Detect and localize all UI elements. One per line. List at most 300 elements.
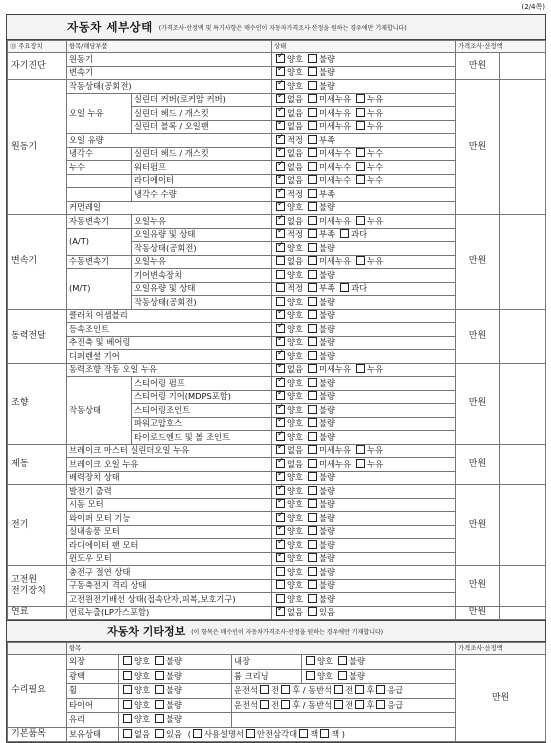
sub-item-label: 실린더 블록 / 오일팬 (132, 120, 272, 134)
checkbox-basic-jack2[interactable] (320, 729, 329, 738)
checkbox-tire-passenger-rear[interactable] (355, 700, 364, 709)
status-checkbox[interactable] (308, 594, 317, 603)
status-checkbox[interactable] (276, 148, 285, 157)
status-option-label: 양호 (287, 202, 304, 213)
status-option-label: 없음 (287, 445, 304, 456)
status-cell (272, 309, 456, 323)
status-option-label: 양호 (287, 499, 304, 510)
sub-item-label: 파워고압호스 (132, 417, 272, 431)
status-checkbox[interactable] (308, 135, 317, 144)
sub-item-label: 냉각수 수량 (132, 188, 272, 202)
status-option-label: 양호 (287, 404, 304, 415)
status-option-label: 적정 (287, 283, 304, 294)
status-checkbox[interactable] (308, 580, 317, 589)
status-option-label: 누유 (367, 445, 384, 456)
status-cell (272, 539, 456, 553)
status-option-label: 양호 (287, 242, 304, 253)
status-checkbox[interactable] (308, 351, 317, 360)
item-label: 실내송풍 모터 (67, 525, 272, 539)
status-checkbox[interactable] (308, 270, 317, 279)
sub-item-label: 기어변속장치 (132, 269, 272, 283)
status-option-label: 누유 (367, 94, 384, 105)
item-label: 구동축전지 격리 상태 (67, 579, 272, 593)
item-label: (M/T) (67, 269, 132, 310)
item-label (67, 188, 132, 202)
status-option-label: 양호 (287, 391, 304, 402)
status-checkbox[interactable] (356, 459, 365, 468)
status-option-label: 불량 (319, 404, 336, 415)
status-cell (272, 552, 456, 566)
status-checkbox[interactable] (308, 175, 317, 184)
status-option-label: 누유 (367, 256, 384, 267)
status-checkbox[interactable] (308, 229, 317, 238)
checkbox-glass-good[interactable] (123, 714, 132, 723)
price-note-cell[interactable] (500, 444, 546, 485)
status-option-label: 부족 (319, 188, 336, 199)
status-option-label: 없음 (287, 161, 304, 172)
status-checkbox[interactable] (308, 121, 317, 130)
checkbox-tire-emergency[interactable] (376, 700, 385, 709)
price-note-cell[interactable] (500, 566, 546, 607)
status-option-label: 미세누유 (319, 458, 352, 469)
status-checkbox[interactable] (340, 229, 349, 238)
header-main-device: ⑬ 주요장치 (8, 41, 67, 53)
status-option-label: 누유 (367, 107, 384, 118)
price-note-cell[interactable] (500, 53, 546, 80)
item-label: 추진축 및 베어링 (67, 336, 272, 350)
status-checkbox[interactable] (276, 391, 285, 400)
status-checkbox[interactable] (308, 540, 317, 549)
status-option-label: 양호 (287, 350, 304, 361)
status-checkbox[interactable] (276, 540, 285, 549)
status-checkbox[interactable] (276, 513, 285, 522)
price-note-cell[interactable] (500, 215, 546, 310)
status-cell (272, 579, 456, 593)
status-cell (272, 201, 456, 215)
status-checkbox[interactable] (276, 378, 285, 387)
status-checkbox[interactable] (276, 310, 285, 319)
checkbox-exterior-good[interactable] (123, 656, 132, 665)
price-cell[interactable]: 만원 (456, 566, 500, 607)
item-label: 커먼레일 (67, 201, 272, 215)
status-option-label: 누유 (367, 364, 384, 375)
status-cell (272, 336, 456, 350)
sub-item-label: 오일유량 및 상태 (132, 282, 272, 296)
status-checkbox[interactable] (276, 54, 285, 63)
checkbox-glass-bad[interactable] (155, 714, 164, 723)
status-option-label: 없음 (287, 121, 304, 132)
item-label: 브레이크 오일 누유 (67, 458, 272, 472)
header-item: 항목/해당부품 (67, 41, 272, 53)
status-checkbox[interactable] (276, 351, 285, 360)
status-checkbox[interactable] (308, 243, 317, 252)
status-cell (272, 282, 456, 296)
checkbox-wheel-passenger-rear[interactable] (355, 685, 364, 694)
status-cell (272, 296, 456, 310)
status-checkbox[interactable] (356, 175, 365, 184)
status-option-label: 불량 (319, 242, 336, 253)
checkbox-wheel-driver-front[interactable] (260, 685, 269, 694)
status-option-label: 불량 (319, 377, 336, 388)
checkbox-basic-have[interactable] (155, 729, 164, 738)
status-option-label: 불량 (319, 499, 336, 510)
etc-row-glass: 유리 양호 불량 (8, 713, 546, 728)
status-checkbox[interactable] (276, 553, 285, 562)
checkbox-wheel-passenger-front[interactable] (334, 685, 343, 694)
etc-label-glass: 유리 (67, 713, 119, 728)
status-checkbox[interactable] (276, 189, 285, 198)
price-cell[interactable]: 만원 (456, 53, 500, 80)
etc-header-price: 가격조사·산정액 (456, 643, 546, 655)
status-checkbox[interactable] (276, 459, 285, 468)
status-option-label: 불량 (319, 566, 336, 577)
status-checkbox[interactable] (276, 445, 285, 454)
status-option-label: 불량 (319, 553, 336, 564)
detail-row (8, 606, 546, 620)
price-note-cell[interactable] (500, 80, 546, 215)
item-label: 클러치 어셈블리 (67, 309, 272, 323)
status-option-label: 불량 (319, 350, 336, 361)
etc-label-holding: 보유상태 (67, 727, 119, 742)
price-cell[interactable]: 만원 (456, 444, 500, 485)
status-checkbox[interactable] (308, 189, 317, 198)
status-option-label: 적정 (287, 229, 304, 240)
sub-item-label: 오일누유 (132, 215, 272, 229)
status-cell (272, 512, 456, 526)
status-checkbox[interactable] (276, 256, 285, 265)
sub-item-label: 스티어링 기어(MDPS포함) (132, 390, 272, 404)
item-label: 와이퍼 모터 기능 (67, 512, 272, 526)
checkbox-exterior-bad[interactable] (155, 656, 164, 665)
status-checkbox[interactable] (308, 202, 317, 211)
status-checkbox[interactable] (276, 580, 285, 589)
status-cell (272, 147, 456, 161)
status-checkbox[interactable] (308, 216, 317, 225)
section-title-etc (7, 620, 545, 642)
status-option-label: 불량 (319, 80, 336, 91)
price-cell[interactable]: 만원 (456, 485, 500, 566)
category-label: 자기진단 (8, 53, 67, 80)
status-checkbox[interactable] (308, 526, 317, 535)
etc-cat-basic: 기본품목 (8, 727, 67, 742)
status-option-label: 양호 (287, 377, 304, 388)
status-cell (272, 323, 456, 337)
status-option-label: 미세누유 (319, 364, 352, 375)
section-note: (이 항목은 매수인이 자동차가격조사·산정을 원하는 경우에만 기재합니다) (191, 628, 384, 636)
status-option-label: 불량 (319, 269, 336, 280)
section-title-text: 자동차 기타정보 (107, 625, 186, 638)
status-option-label: 불량 (319, 337, 336, 348)
status-option-label: 없음 (287, 215, 304, 226)
status-checkbox[interactable] (276, 94, 285, 103)
status-checkbox[interactable] (308, 162, 317, 171)
status-checkbox[interactable] (308, 256, 317, 265)
status-checkbox[interactable] (308, 54, 317, 63)
category-label: 원동기 (8, 80, 67, 215)
status-option-label: 누수 (367, 148, 384, 159)
price-cell[interactable]: 만원 (456, 309, 500, 363)
item-label: 작동상태 (67, 377, 132, 445)
checkbox-gloss-bad[interactable] (155, 671, 164, 680)
status-option-label: 불량 (319, 391, 336, 402)
status-checkbox[interactable] (276, 81, 285, 90)
status-checkbox[interactable] (276, 175, 285, 184)
status-checkbox[interactable] (276, 216, 285, 225)
status-cell (272, 53, 456, 67)
status-checkbox[interactable] (276, 297, 285, 306)
status-option-label: 양호 (287, 53, 304, 64)
status-option-label: 양호 (287, 512, 304, 523)
status-option-label: 불량 (319, 296, 336, 307)
status-cell (272, 107, 456, 121)
checkbox-basic-jack1[interactable] (299, 729, 308, 738)
status-checkbox[interactable] (308, 607, 317, 616)
status-checkbox[interactable] (308, 553, 317, 562)
etc-label-tire: 타이어 (67, 698, 119, 713)
checkbox-interior-bad[interactable] (338, 656, 347, 665)
price-note-cell[interactable] (500, 363, 546, 444)
status-checkbox[interactable] (276, 486, 285, 495)
status-option-label: 미세누수 (319, 175, 352, 186)
status-checkbox[interactable] (276, 499, 285, 508)
status-checkbox[interactable] (308, 148, 317, 157)
price-note-cell[interactable] (500, 309, 546, 363)
checkbox-basic-manual[interactable] (193, 729, 202, 738)
status-checkbox[interactable] (308, 418, 317, 427)
status-option-label: 미세누유 (319, 445, 352, 456)
price-cell[interactable]: 만원 (456, 215, 500, 310)
status-checkbox[interactable] (276, 121, 285, 130)
status-option-label: 부족 (319, 134, 336, 145)
checkbox-tire-passenger-front[interactable] (334, 700, 343, 709)
status-checkbox[interactable] (308, 297, 317, 306)
status-checkbox[interactable] (356, 216, 365, 225)
checkbox-tire-good[interactable] (123, 700, 132, 709)
status-checkbox[interactable] (308, 108, 317, 117)
status-option-label: 없음 (287, 256, 304, 267)
status-checkbox[interactable] (276, 418, 285, 427)
status-checkbox[interactable] (276, 472, 285, 481)
etc-cat-repair: 수리필요 (8, 655, 67, 728)
item-label: 시동 모터 (67, 498, 272, 512)
status-option-label: 미세누유 (319, 215, 352, 226)
status-cell (272, 174, 456, 188)
status-option-label: 미세누유 (319, 94, 352, 105)
status-checkbox[interactable] (276, 229, 285, 238)
item-label: 충전구 절연 상태 (67, 566, 272, 580)
status-checkbox[interactable] (276, 432, 285, 441)
sub-item-label: 실린더 헤드 / 개스킷 (132, 147, 272, 161)
status-checkbox[interactable] (308, 499, 317, 508)
status-checkbox[interactable] (308, 459, 317, 468)
status-checkbox[interactable] (308, 364, 317, 373)
status-checkbox[interactable] (276, 607, 285, 616)
category-label: 조향 (8, 363, 67, 444)
status-option-label: 불량 (319, 580, 336, 591)
status-checkbox[interactable] (276, 594, 285, 603)
price-cell[interactable]: 만원 (456, 606, 500, 620)
status-checkbox[interactable] (276, 162, 285, 171)
etc-row-basic: 기본품목 보유상태 없음 있음 ( 사용설명서 안전삼각대 잭 잭 ) (8, 727, 546, 742)
status-checkbox[interactable] (308, 432, 317, 441)
status-checkbox[interactable] (276, 202, 285, 211)
detail-row (8, 215, 546, 229)
price-note-cell[interactable] (500, 606, 546, 620)
status-checkbox[interactable] (356, 94, 365, 103)
status-option-label: 양호 (287, 296, 304, 307)
checkbox-basic-none[interactable] (123, 729, 132, 738)
etc-row-wheel: 휠 양호 불량 운전석 전 후 / 동반석 전 후 응급 (8, 684, 546, 699)
status-checkbox[interactable] (276, 324, 285, 333)
status-option-label: 양호 (287, 80, 304, 91)
status-option-label: 없음 (287, 94, 304, 105)
section-title-detail (7, 15, 545, 40)
status-checkbox[interactable] (340, 283, 349, 292)
etc-header-item: 항목 (67, 643, 456, 655)
checkbox-tire-driver-front[interactable] (260, 700, 269, 709)
status-cell (272, 242, 456, 256)
status-checkbox[interactable] (276, 337, 285, 346)
status-option-label: 없음 (287, 364, 304, 375)
status-checkbox[interactable] (276, 283, 285, 292)
status-checkbox[interactable] (308, 94, 317, 103)
status-checkbox[interactable] (276, 67, 285, 76)
status-option-label: 누유 (367, 215, 384, 226)
status-checkbox[interactable] (308, 81, 317, 90)
status-checkbox[interactable] (308, 513, 317, 522)
status-checkbox[interactable] (308, 67, 317, 76)
status-cell (272, 593, 456, 607)
status-option-label: 양호 (287, 566, 304, 577)
status-checkbox[interactable] (308, 337, 317, 346)
status-checkbox[interactable] (276, 243, 285, 252)
etc-price-cell[interactable]: 만원 (456, 655, 546, 742)
item-label: 변속기 (67, 66, 272, 80)
status-option-label: 양호 (287, 539, 304, 550)
status-option-label: 양호 (287, 431, 304, 442)
status-option-label: 양호 (287, 593, 304, 604)
status-cell (272, 120, 456, 134)
checkbox-roomclean-bad[interactable] (338, 671, 347, 680)
item-label: 발전기 출력 (67, 485, 272, 499)
status-cell (272, 255, 456, 269)
status-option-label: 누유 (367, 121, 384, 132)
checkbox-wheel-driver-rear[interactable] (281, 685, 290, 694)
sub-item-label: 실린더 헤드 / 개스킷 (132, 107, 272, 121)
status-checkbox[interactable] (308, 567, 317, 576)
item-label: 디퍼렌셜 기어 (67, 350, 272, 364)
status-checkbox[interactable] (308, 445, 317, 454)
checkbox-wheel-good[interactable] (123, 685, 132, 694)
status-option-label: 과다 (351, 229, 368, 240)
category-label: 전기장치 (11, 585, 46, 596)
status-option-label: 불량 (319, 593, 336, 604)
status-cell (272, 417, 456, 431)
status-option-label: 미세누유 (319, 121, 352, 132)
price-cell[interactable]: 만원 (456, 80, 500, 215)
status-checkbox[interactable] (276, 567, 285, 576)
status-option-label: 미세누유 (319, 256, 352, 267)
status-option-label: 불량 (319, 67, 336, 78)
checkbox-interior-good[interactable] (306, 656, 315, 665)
status-checkbox[interactable] (356, 364, 365, 373)
status-checkbox[interactable] (308, 283, 317, 292)
status-checkbox[interactable] (276, 364, 285, 373)
checkbox-roomclean-good[interactable] (306, 671, 315, 680)
status-checkbox[interactable] (356, 108, 365, 117)
status-option-label: 불량 (319, 323, 336, 334)
status-checkbox[interactable] (276, 108, 285, 117)
status-checkbox[interactable] (276, 270, 285, 279)
status-checkbox[interactable] (308, 405, 317, 414)
checkbox-tire-bad[interactable] (155, 700, 164, 709)
category-label: 변속기 (8, 215, 67, 310)
status-checkbox[interactable] (356, 121, 365, 130)
item-label: 윈도우 모터 (67, 552, 272, 566)
status-option-label: 누유 (367, 458, 384, 469)
status-option-label: 적정 (287, 188, 304, 199)
checkbox-gloss-good[interactable] (123, 671, 132, 680)
status-option-label: 양호 (287, 310, 304, 321)
category-label: 제동 (8, 444, 67, 485)
checkbox-wheel-emergency[interactable] (376, 685, 385, 694)
status-option-label: 없음 (287, 607, 304, 618)
status-cell (272, 404, 456, 418)
status-cell (272, 93, 456, 107)
status-option-label: 불량 (319, 310, 336, 321)
status-cell (272, 485, 456, 499)
status-checkbox[interactable] (356, 256, 365, 265)
status-checkbox[interactable] (276, 135, 285, 144)
status-checkbox[interactable] (276, 526, 285, 535)
checkbox-tire-driver-rear[interactable] (281, 700, 290, 709)
status-checkbox[interactable] (308, 310, 317, 319)
price-note-cell[interactable] (500, 485, 546, 566)
sub-item-label: 작동상태(공회전) (132, 296, 272, 310)
detail-row (8, 80, 546, 94)
checkbox-wheel-bad[interactable] (155, 685, 164, 694)
status-option-label: 없음 (287, 175, 304, 186)
status-option-label: 과다 (351, 283, 368, 294)
item-label: 냉각수 (67, 147, 132, 161)
item-label: 연료누출(LP가스포함) (67, 606, 272, 620)
status-checkbox[interactable] (308, 378, 317, 387)
status-checkbox[interactable] (356, 445, 365, 454)
status-checkbox[interactable] (308, 486, 317, 495)
item-label: 동력조향 작동 오일 누유 (67, 363, 272, 377)
status-cell (272, 134, 456, 148)
status-checkbox[interactable] (308, 391, 317, 400)
status-cell (272, 228, 456, 242)
status-option-label: 양호 (287, 323, 304, 334)
etc-label-exterior: 외장 (67, 655, 119, 670)
sub-item-label: 스티어링조인트 (132, 404, 272, 418)
etc-label-interior: 내장 (232, 655, 302, 670)
price-cell[interactable]: 만원 (456, 363, 500, 444)
status-option-label: 있음 (319, 607, 336, 618)
status-checkbox[interactable] (356, 162, 365, 171)
status-option-label: 미세누수 (319, 148, 352, 159)
sub-item-label: 라디에이터 (132, 174, 272, 188)
status-checkbox[interactable] (308, 324, 317, 333)
category-label: 고전원 (11, 574, 38, 585)
status-checkbox[interactable] (276, 405, 285, 414)
status-checkbox[interactable] (308, 472, 317, 481)
item-label: 고전원전기배선 상태(접속단자,피복,보호기구) (67, 593, 272, 607)
checkbox-basic-triangle[interactable] (246, 729, 255, 738)
status-option-label: 불량 (319, 512, 336, 523)
status-checkbox[interactable] (356, 148, 365, 157)
